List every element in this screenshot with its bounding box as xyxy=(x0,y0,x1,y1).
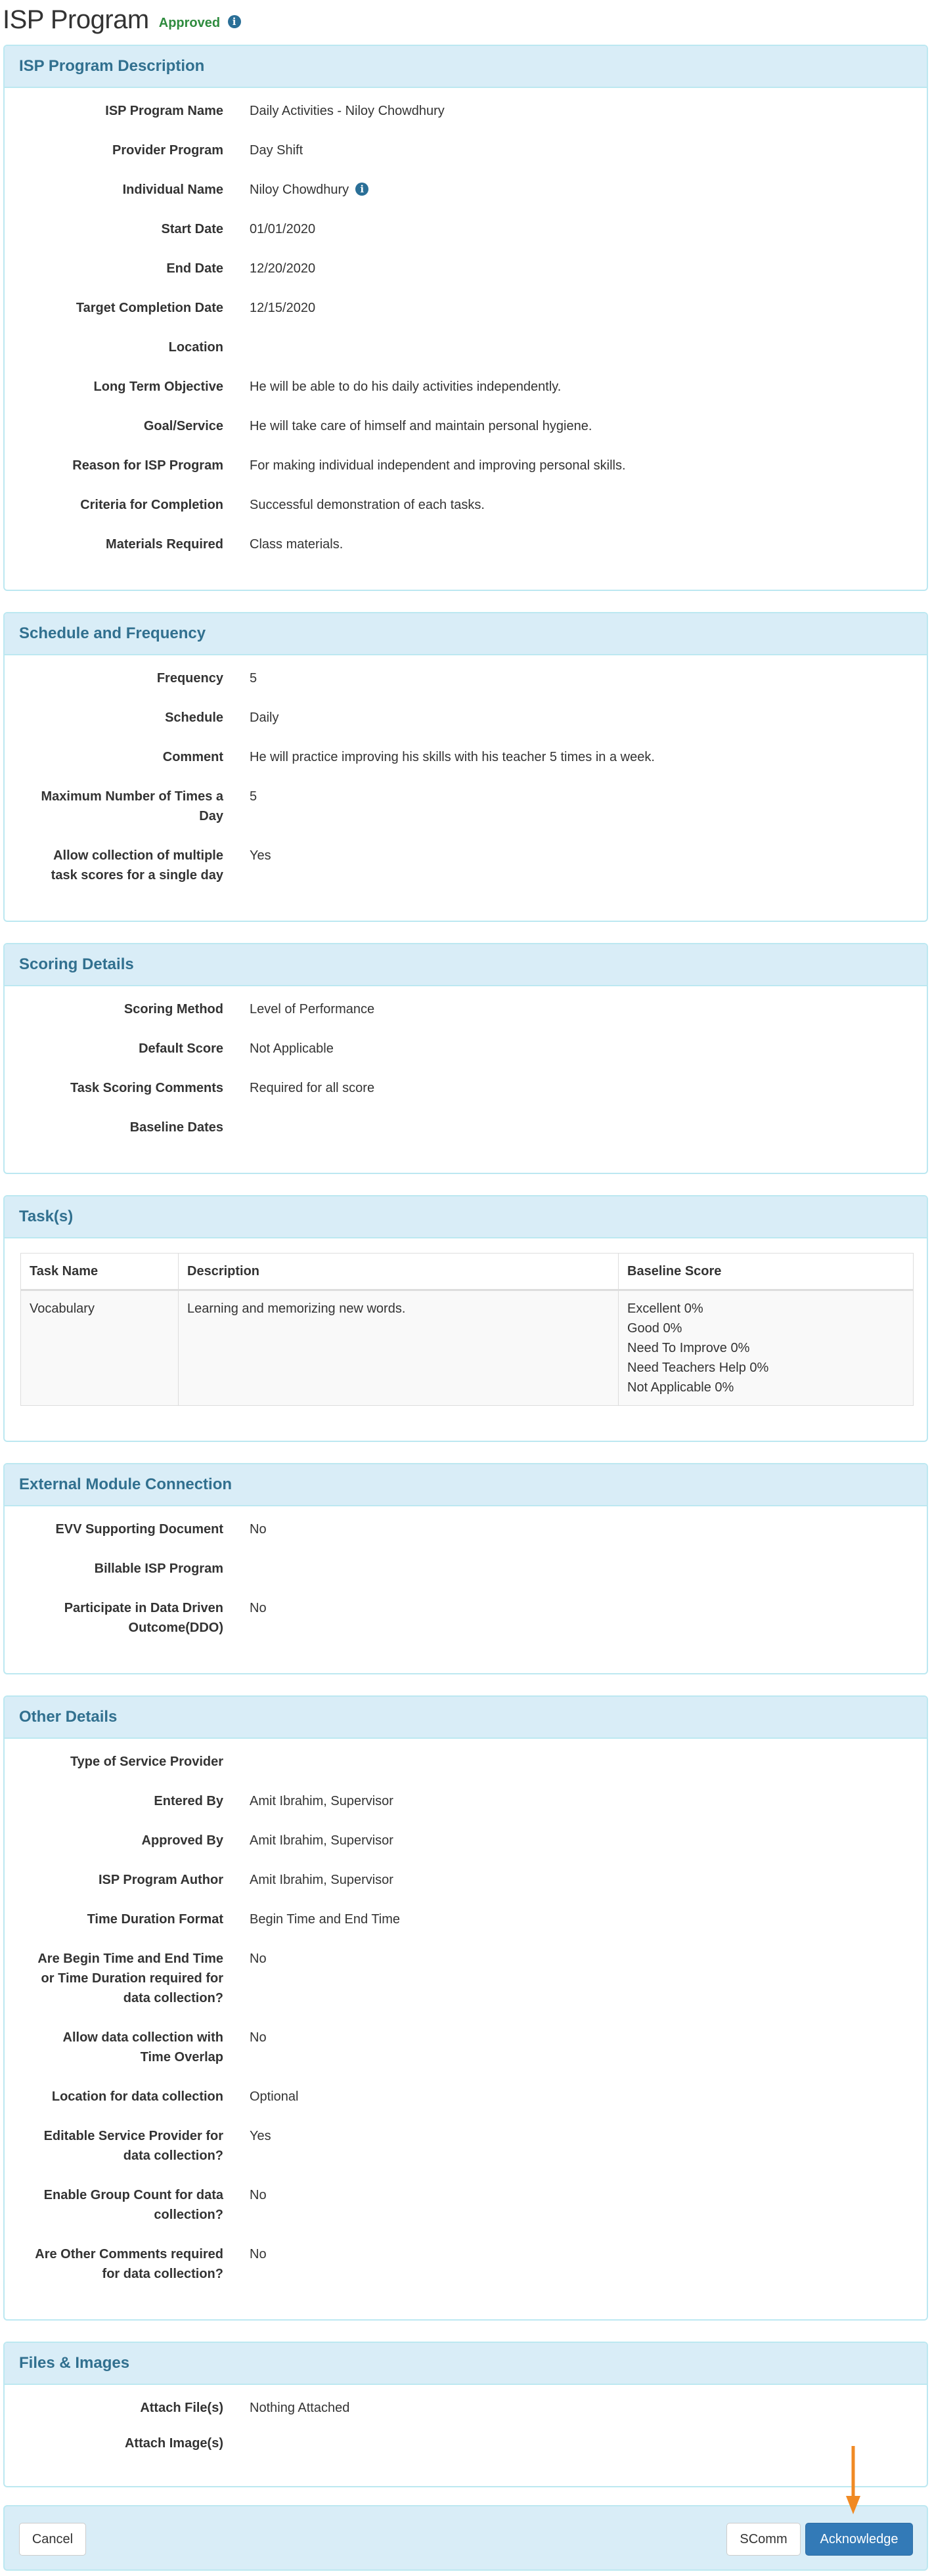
field-value: Required for all score xyxy=(250,1081,375,1095)
field-label: Location for data collection xyxy=(51,2089,223,2104)
baseline-score-item: Not Applicable 0% xyxy=(627,1380,734,1395)
panel-heading: Other Details xyxy=(5,1697,927,1739)
tasks-table xyxy=(20,1253,914,1406)
field-value: Not Applicable xyxy=(250,1041,334,1056)
field-value: Successful demonstration of each tasks. xyxy=(250,498,485,512)
field-label-line: Day xyxy=(199,809,223,823)
info-icon[interactable]: i xyxy=(228,15,241,28)
task-description-cell: Learning and memorizing new words. xyxy=(179,1290,619,1406)
schedule-frequency-panel xyxy=(3,612,928,922)
info-icon[interactable]: i xyxy=(355,183,368,196)
field-value: 01/01/2020 xyxy=(250,222,316,236)
field-label: End Date xyxy=(166,261,223,276)
field-value: Amit Ibrahim, Supervisor xyxy=(250,1833,393,1848)
acknowledge-button[interactable]: Acknowledge xyxy=(805,2523,913,2556)
field-value: No xyxy=(250,2030,267,2045)
baseline-score-item: Good 0% xyxy=(627,1321,682,1336)
field-label: Target Completion Date xyxy=(76,301,223,315)
field-value: Daily Activities - Niloy Chowdhury xyxy=(250,104,445,118)
cancel-button[interactable]: Cancel xyxy=(19,2523,86,2556)
field-value: Amit Ibrahim, Supervisor xyxy=(250,1873,393,1887)
field-label: Goal/Service xyxy=(143,419,223,433)
field-value: 12/20/2020 xyxy=(250,261,316,276)
isp-program-description-panel xyxy=(3,45,928,591)
panel-heading: External Module Connection xyxy=(5,1464,927,1506)
field-value: Day Shift xyxy=(250,143,303,158)
baseline-score-cell xyxy=(619,1290,914,1406)
field-value: 5 xyxy=(250,671,257,686)
field-value: For making individual independent and improving personal skills. xyxy=(250,458,626,473)
field-label xyxy=(18,1598,223,1638)
field-label: Schedule xyxy=(165,710,223,725)
field-label: Baseline Dates xyxy=(129,1120,223,1135)
field-value: No xyxy=(250,1522,267,1537)
field-label: Reason for ISP Program xyxy=(72,458,223,473)
panel-heading: Scoring Details xyxy=(5,944,927,986)
field-label: Approved By xyxy=(141,1833,223,1848)
scoring-details-panel xyxy=(3,943,928,1174)
field-label: Type of Service Provider xyxy=(70,1755,223,1769)
field-label: Materials Required xyxy=(106,537,223,552)
field-label: ISP Program Name xyxy=(105,104,223,118)
field-label: Location xyxy=(168,340,223,355)
field-label: Entered By xyxy=(154,1794,223,1808)
field-label-line: Enable Group Count for data xyxy=(43,2188,223,2202)
field-value: Level of Performance xyxy=(250,1002,375,1016)
task-name-cell: Vocabulary xyxy=(21,1290,179,1406)
table-row xyxy=(21,1290,914,1406)
field-label: Time Duration Format xyxy=(87,1912,223,1927)
field-label: Task Scoring Comments xyxy=(70,1081,223,1095)
action-footer xyxy=(3,2505,928,2571)
field-label-line: Participate in Data Driven xyxy=(64,1601,223,1615)
status-badge xyxy=(159,16,241,31)
field-value: He will practice improving his skills with his teacher 5 times in a week. xyxy=(250,750,655,764)
field-label: Long Term Objective xyxy=(93,380,223,394)
field-value: No xyxy=(250,1952,267,1966)
field-label-line: Outcome(DDO) xyxy=(128,1621,223,1635)
field-label xyxy=(18,2126,223,2166)
annotation-arrow-icon xyxy=(843,2446,863,2516)
panel-heading: Schedule and Frequency xyxy=(5,613,927,655)
field-value: No xyxy=(250,1601,267,1615)
field-value: Class materials. xyxy=(250,537,344,552)
scomm-button[interactable]: SComm xyxy=(726,2523,801,2556)
field-label-line: or Time Duration required for xyxy=(41,1971,223,1986)
field-label: Comment xyxy=(162,750,223,764)
field-label-line: Maximum Number of Times a xyxy=(41,789,223,804)
field-value: He will be able to do his daily activities independently. xyxy=(250,380,562,394)
other-details-panel xyxy=(3,1695,928,2321)
field-value: Daily xyxy=(250,710,279,725)
field-label: ISP Program Author xyxy=(98,1873,223,1887)
field-value: He will take care of himself and maintain personal hygiene. xyxy=(250,419,592,433)
field-label-line: data collection? xyxy=(123,1991,223,2005)
baseline-score-item: Excellent 0% xyxy=(627,1301,703,1316)
field-label: Attach File(s) xyxy=(140,2401,223,2415)
field-label-line: data collection? xyxy=(123,2149,223,2163)
field-value: Yes xyxy=(250,848,271,863)
files-images-panel xyxy=(3,2342,928,2487)
panel-heading: ISP Program Description xyxy=(5,46,927,88)
baseline-score-item: Need Teachers Help 0% xyxy=(627,1361,769,1375)
field-label-line: for data collection? xyxy=(102,2267,223,2281)
table-header-row xyxy=(21,1254,914,1290)
field-label-line: Time Overlap xyxy=(140,2050,223,2064)
field-label: Attach Image(s) xyxy=(124,2436,223,2451)
field-label: Frequency xyxy=(156,671,223,686)
page-header xyxy=(0,0,241,39)
field-value: Optional xyxy=(250,2089,299,2104)
field-label xyxy=(18,846,223,885)
field-label-line: Allow data collection with xyxy=(62,2030,223,2045)
field-label-line: Allow collection of multiple xyxy=(53,848,223,863)
field-value: No xyxy=(250,2247,267,2261)
field-label: Billable ISP Program xyxy=(94,1561,223,1576)
field-label xyxy=(18,2028,223,2067)
field-label xyxy=(18,2244,223,2284)
tasks-panel xyxy=(3,1195,928,1442)
column-header-baseline-score: Baseline Score xyxy=(619,1254,914,1290)
field-label: Provider Program xyxy=(112,143,223,158)
field-label: Individual Name xyxy=(122,183,223,197)
column-header-task-name: Task Name xyxy=(21,1254,179,1290)
field-value: 5 xyxy=(250,789,257,804)
field-label xyxy=(18,787,223,826)
field-label-line: Editable Service Provider for xyxy=(43,2129,223,2143)
field-label: EVV Supporting Document xyxy=(55,1522,223,1537)
external-module-connection-panel xyxy=(3,1463,928,1674)
field-value: Nothing Attached xyxy=(250,2401,350,2415)
field-label xyxy=(18,1949,223,2008)
status-label: Approved xyxy=(158,15,221,30)
field-label xyxy=(18,2185,223,2225)
field-label-line: Are Begin Time and End Time xyxy=(37,1952,223,1966)
field-value-individual-name xyxy=(250,180,368,200)
field-label: Start Date xyxy=(161,222,223,236)
field-value: 12/15/2020 xyxy=(250,301,316,315)
individual-name-text: Niloy Chowdhury xyxy=(250,183,349,197)
panel-heading: Task(s) xyxy=(5,1196,927,1238)
page-title: ISP Program xyxy=(3,5,149,34)
field-label: Scoring Method xyxy=(123,1002,223,1016)
panel-heading: Files & Images xyxy=(5,2343,927,2385)
column-header-description: Description xyxy=(179,1254,619,1290)
field-label-line: task scores for a single day xyxy=(51,868,223,883)
field-label: Default Score xyxy=(139,1041,223,1056)
field-label-line: collection? xyxy=(154,2208,223,2222)
field-value: No xyxy=(250,2188,267,2202)
field-value: Yes xyxy=(250,2129,271,2143)
field-label: Criteria for Completion xyxy=(80,498,223,512)
field-value: Amit Ibrahim, Supervisor xyxy=(250,1794,393,1808)
baseline-score-item: Need To Improve 0% xyxy=(627,1341,750,1355)
field-label-line: Are Other Comments required xyxy=(35,2247,223,2261)
field-value: Begin Time and End Time xyxy=(250,1912,401,1927)
